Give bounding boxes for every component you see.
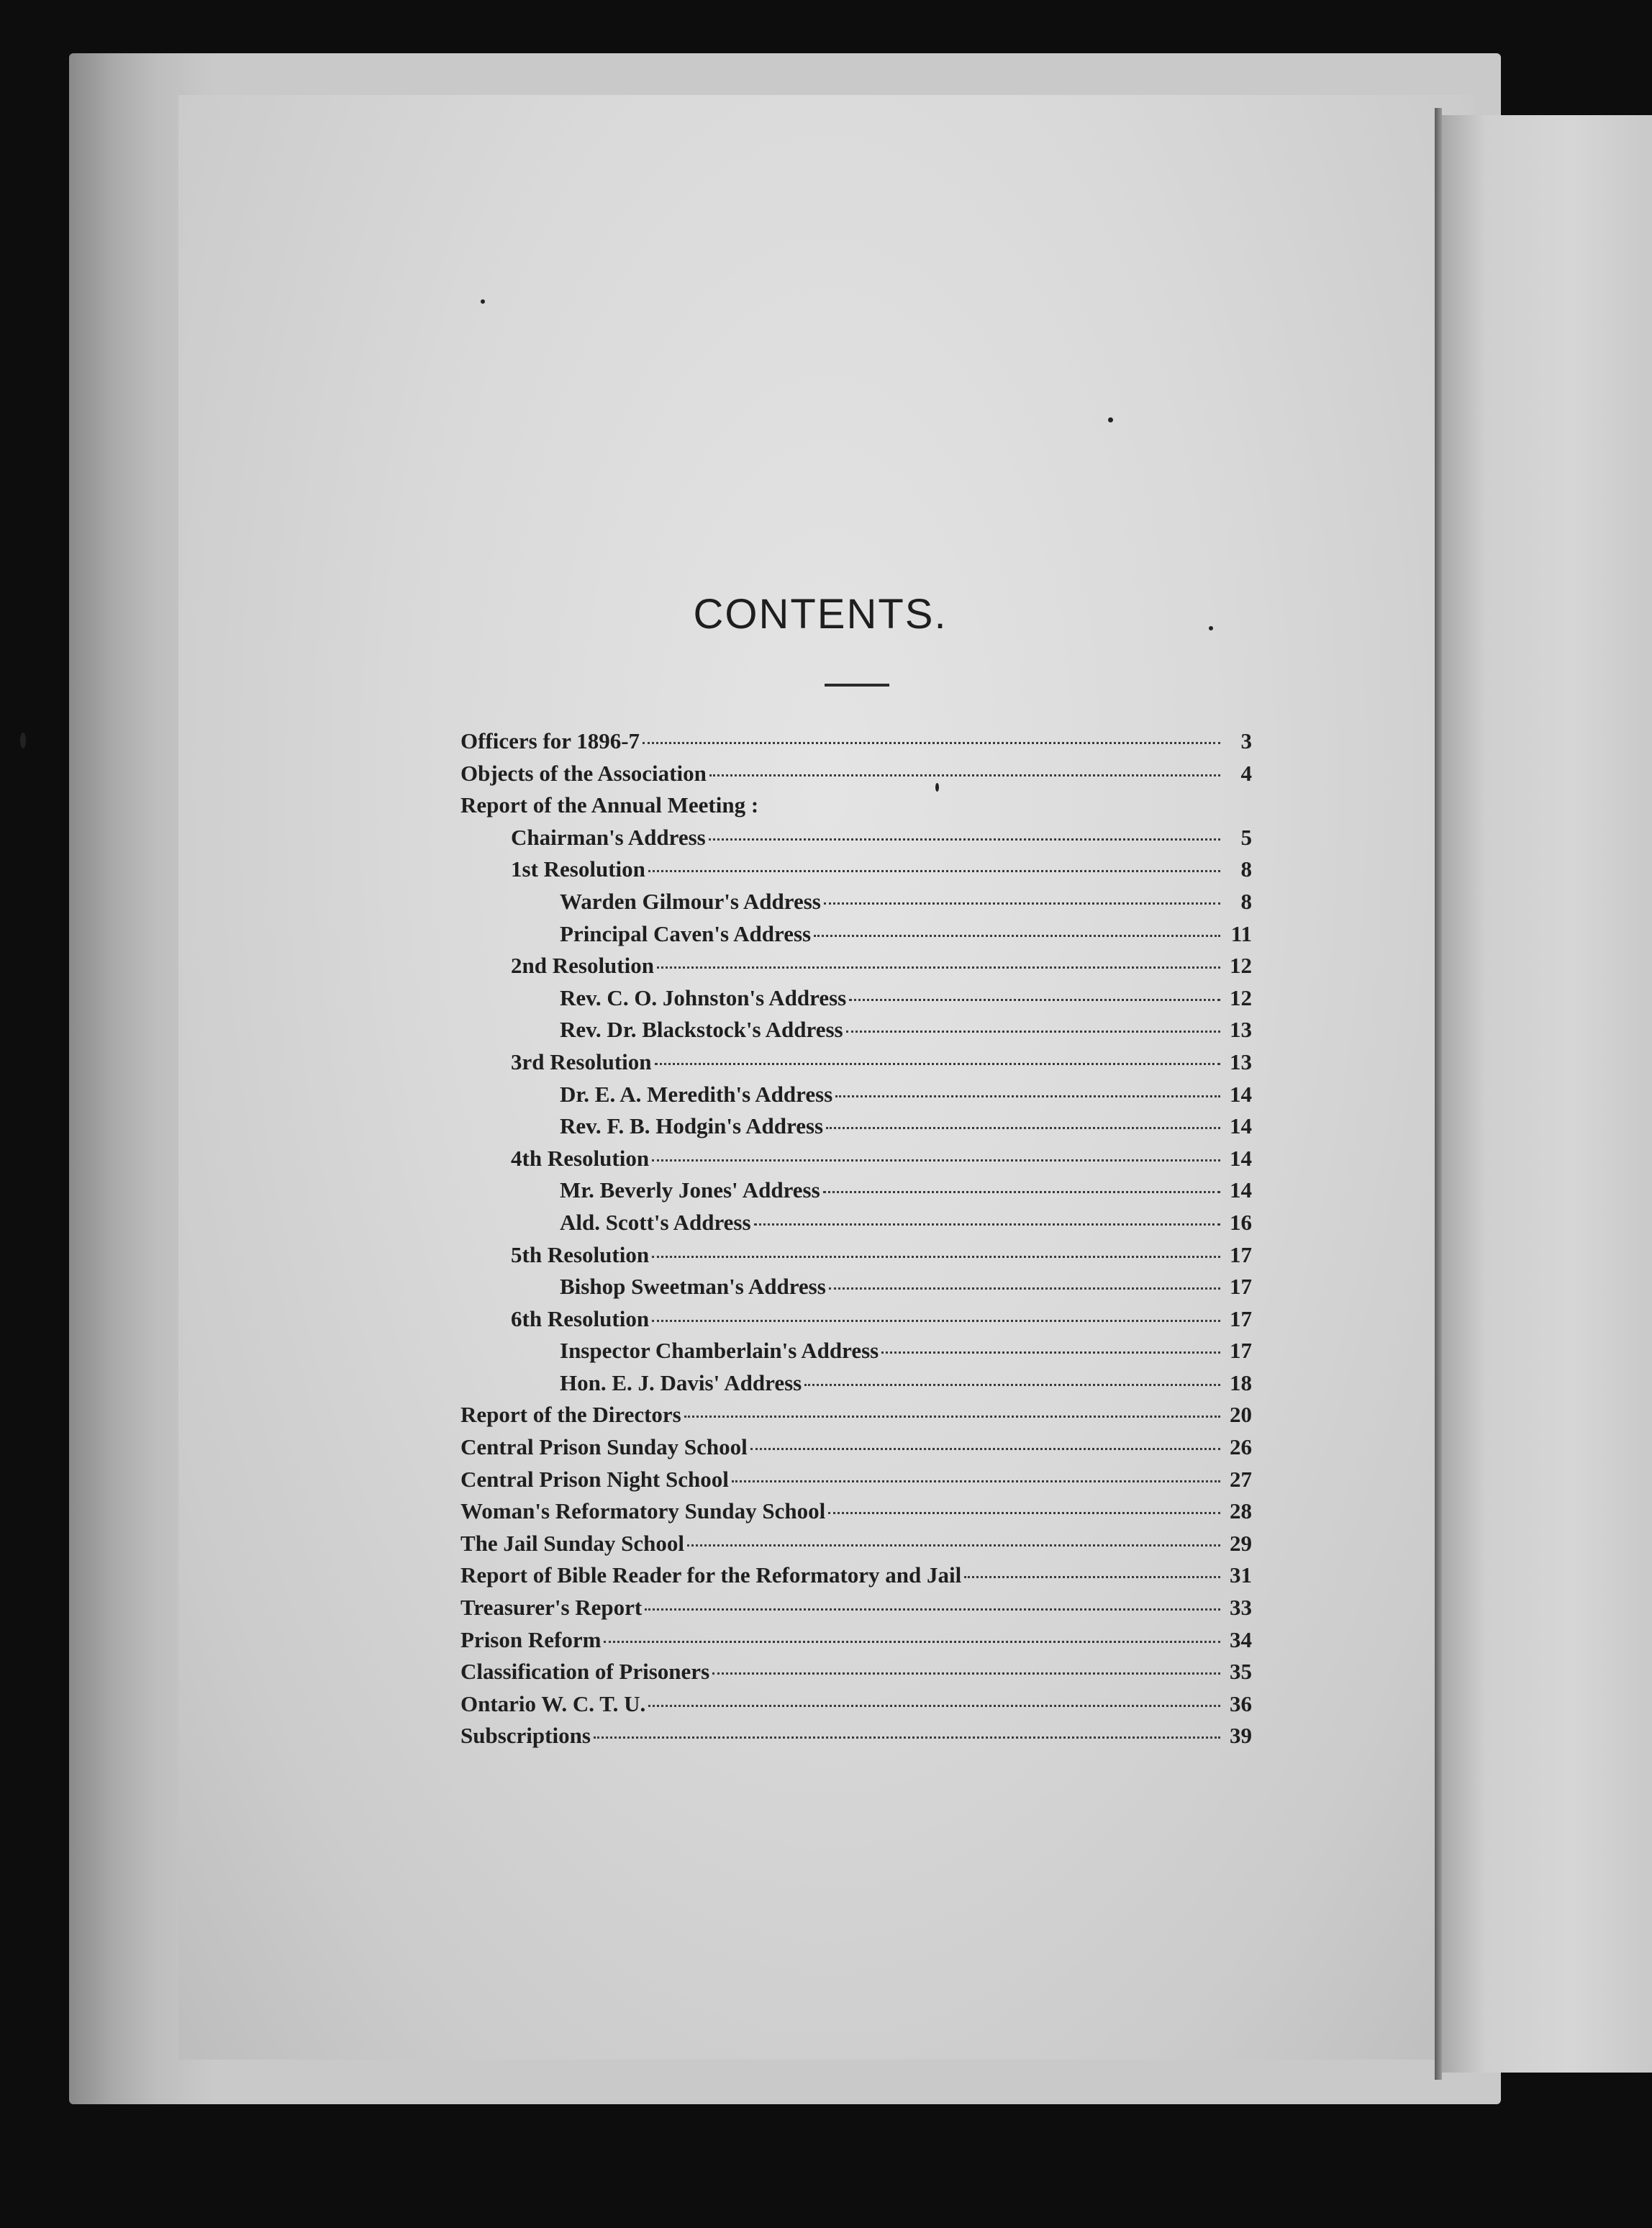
toc-entry <box>460 1143 1252 1175</box>
dot-leader <box>594 1736 1220 1739</box>
toc-entry-label: Principal Caven's Address <box>560 920 812 946</box>
toc-entry-page-number: 8 <box>1240 888 1252 914</box>
dot-leader <box>750 1448 1220 1450</box>
toc-entry-page-number: 14 <box>1230 1113 1252 1139</box>
dot-leader <box>826 1127 1220 1129</box>
toc-entry-page-number: 12 <box>1230 984 1252 1010</box>
toc-entry-page-number: 26 <box>1230 1434 1252 1460</box>
toc-entry-page-number: 35 <box>1230 1659 1252 1685</box>
dot-leader <box>643 742 1220 744</box>
dot-leader <box>754 1223 1220 1226</box>
toc-entry-page-number: 14 <box>1230 1081 1252 1107</box>
toc-entry-page-number: 18 <box>1230 1369 1252 1395</box>
dot-leader <box>604 1641 1220 1643</box>
toc-entry-page-number: 31 <box>1230 1562 1252 1588</box>
toc-entry <box>460 725 1252 758</box>
toc-entry-label: 5th Resolution <box>511 1241 650 1267</box>
dot-leader <box>804 1384 1220 1386</box>
toc-entry-label: Central Prison Sunday School <box>460 1434 748 1460</box>
toc-entry-label: Treasurer's Report <box>460 1595 643 1621</box>
toc-entry <box>460 950 1252 982</box>
toc-entry <box>460 822 1252 854</box>
toc-entry-page-number: 3 <box>1240 728 1252 753</box>
toc-entry-label: Mr. Beverly Jones' Address <box>560 1177 820 1203</box>
toc-entry <box>460 1688 1252 1721</box>
toc-entry-label: Inspector Chamberlain's Address <box>560 1338 879 1364</box>
toc-entry-page-number: 34 <box>1230 1626 1252 1652</box>
toc-entry-label: Dr. E. A. Meredith's Address <box>560 1081 833 1107</box>
toc-entry-page-number: 17 <box>1230 1241 1252 1267</box>
toc-entry <box>460 1207 1252 1239</box>
toc-entry-label: 3rd Resolution <box>511 1049 652 1074</box>
dot-leader <box>652 1256 1220 1258</box>
toc-entry-label: Chairman's Address <box>511 824 706 850</box>
toc-entry <box>460 886 1252 918</box>
toc-entry <box>460 1528 1252 1560</box>
page-title: CONTENTS. <box>693 591 948 638</box>
toc-entry <box>460 1174 1252 1207</box>
toc-entry-page-number: 14 <box>1230 1177 1252 1203</box>
toc-entry-page-number: 28 <box>1230 1498 1252 1524</box>
toc-entry-page-number: 5 <box>1240 824 1252 850</box>
dot-leader <box>652 1159 1220 1161</box>
toc-entry <box>460 1559 1252 1592</box>
dot-leader <box>648 870 1220 872</box>
toc-entry <box>460 1110 1252 1143</box>
dot-leader <box>849 999 1220 1001</box>
dot-leader <box>645 1608 1220 1611</box>
toc-entry <box>460 1014 1252 1046</box>
toc-entry-page-number: 17 <box>1230 1305 1252 1331</box>
toc-entry-label: Subscriptions <box>460 1723 591 1749</box>
dot-leader <box>657 966 1220 969</box>
dot-leader <box>964 1576 1220 1578</box>
toc-entry-page-number: 8 <box>1240 856 1252 882</box>
toc-entry-page-number: 27 <box>1230 1466 1252 1492</box>
toc-entry <box>460 1495 1252 1528</box>
dot-leader <box>732 1480 1220 1482</box>
toc-entry-label: Classification of Prisoners <box>460 1659 710 1685</box>
toc-entry-page-number: 39 <box>1230 1723 1252 1749</box>
toc-entry <box>460 982 1252 1015</box>
toc-entry-label: 6th Resolution <box>511 1305 650 1331</box>
dot-leader <box>687 1544 1220 1547</box>
title-rule <box>825 684 889 687</box>
toc-entry-label: 1st Resolution <box>511 856 645 882</box>
toc-entry-page-number: 13 <box>1230 1017 1252 1043</box>
dot-leader <box>881 1351 1220 1354</box>
dot-leader <box>655 1063 1221 1065</box>
dot-leader <box>709 774 1220 776</box>
toc-entry-label: Rev. C. O. Johnston's Address <box>560 984 847 1010</box>
dot-leader <box>824 902 1220 905</box>
toc-entry-label: Prison Reform <box>460 1626 602 1652</box>
dot-leader <box>828 1512 1220 1514</box>
toc-entry <box>460 1079 1252 1111</box>
toc-entry-page-number: 17 <box>1230 1274 1252 1300</box>
toc-entry-label: Central Prison Night School <box>460 1466 729 1492</box>
dot-leader <box>709 838 1220 841</box>
toc-entry-label: Ontario W. C. T. U. <box>460 1690 646 1716</box>
toc-entry <box>460 1656 1252 1688</box>
toc-entry-page-number: 29 <box>1230 1530 1252 1556</box>
toc-entry <box>460 758 1252 790</box>
toc-entry-label: 4th Resolution <box>511 1145 650 1171</box>
toc-entry <box>460 1303 1252 1336</box>
toc-entry <box>460 918 1252 951</box>
toc-entry-page-number: 17 <box>1230 1338 1252 1364</box>
toc-entry-label: Warden Gilmour's Address <box>560 888 821 914</box>
toc-entry-label: Bishop Sweetman's Address <box>560 1274 826 1300</box>
toc-entry <box>460 1367 1252 1400</box>
toc-entry-label: Woman's Reformatory Sunday School <box>460 1498 826 1524</box>
toc-entry-label: Rev. F. B. Hodgin's Address <box>560 1113 824 1139</box>
dot-leader <box>823 1191 1220 1193</box>
toc-entry <box>460 789 1252 822</box>
toc-entry <box>460 1239 1252 1272</box>
toc-entry <box>460 853 1252 886</box>
toc-entry <box>460 1046 1252 1079</box>
toc-entry-label: Objects of the Association <box>460 760 707 786</box>
toc-entry-label: Hon. E. J. Davis' Address <box>560 1369 802 1395</box>
toc-entry <box>460 1624 1252 1657</box>
toc-entry-page-number: 13 <box>1230 1049 1252 1074</box>
toc-entry-label: The Jail Sunday School <box>460 1530 684 1556</box>
dot-leader <box>835 1095 1220 1097</box>
dot-leader <box>712 1672 1220 1675</box>
toc-entry-page-number: 16 <box>1230 1209 1252 1235</box>
toc-entry-page-number: 11 <box>1230 920 1252 946</box>
toc-entry <box>460 1592 1252 1624</box>
toc-entry <box>460 1720 1252 1752</box>
toc-entry <box>460 1335 1252 1367</box>
toc-entry <box>460 1271 1252 1303</box>
toc-entry-page-number: 14 <box>1230 1145 1252 1171</box>
dot-leader <box>684 1416 1220 1418</box>
toc-entry-label: Rev. Dr. Blackstock's Address <box>560 1017 843 1043</box>
toc-entry-page-number: 4 <box>1240 760 1252 786</box>
dot-leader <box>648 1705 1220 1707</box>
dot-leader <box>829 1287 1220 1290</box>
toc-entry-page-number: 20 <box>1230 1402 1252 1428</box>
toc-entry <box>460 1431 1252 1464</box>
toc-entry <box>460 1464 1252 1496</box>
dot-leader <box>846 1031 1220 1033</box>
toc-entry-page-number: 33 <box>1230 1595 1252 1621</box>
toc-list <box>460 725 1252 1752</box>
dot-leader <box>652 1320 1220 1322</box>
toc-entry-page-number: 12 <box>1230 953 1252 979</box>
toc-entry-label: 2nd Resolution <box>511 953 654 979</box>
toc-entry-label: Officers for 1896-7 <box>460 728 640 753</box>
toc-entry-label: Report of the Directors <box>460 1402 681 1428</box>
dot-leader <box>814 935 1220 937</box>
toc-entry-label: Report of the Annual Meeting : <box>460 792 759 818</box>
toc-entry-label: Report of Bible Reader for the Reformatory and Jail <box>460 1562 962 1588</box>
toc-entry-page-number: 36 <box>1230 1690 1252 1716</box>
toc-entry <box>460 1399 1252 1431</box>
toc-entry-label: Ald. Scott's Address <box>560 1209 751 1235</box>
